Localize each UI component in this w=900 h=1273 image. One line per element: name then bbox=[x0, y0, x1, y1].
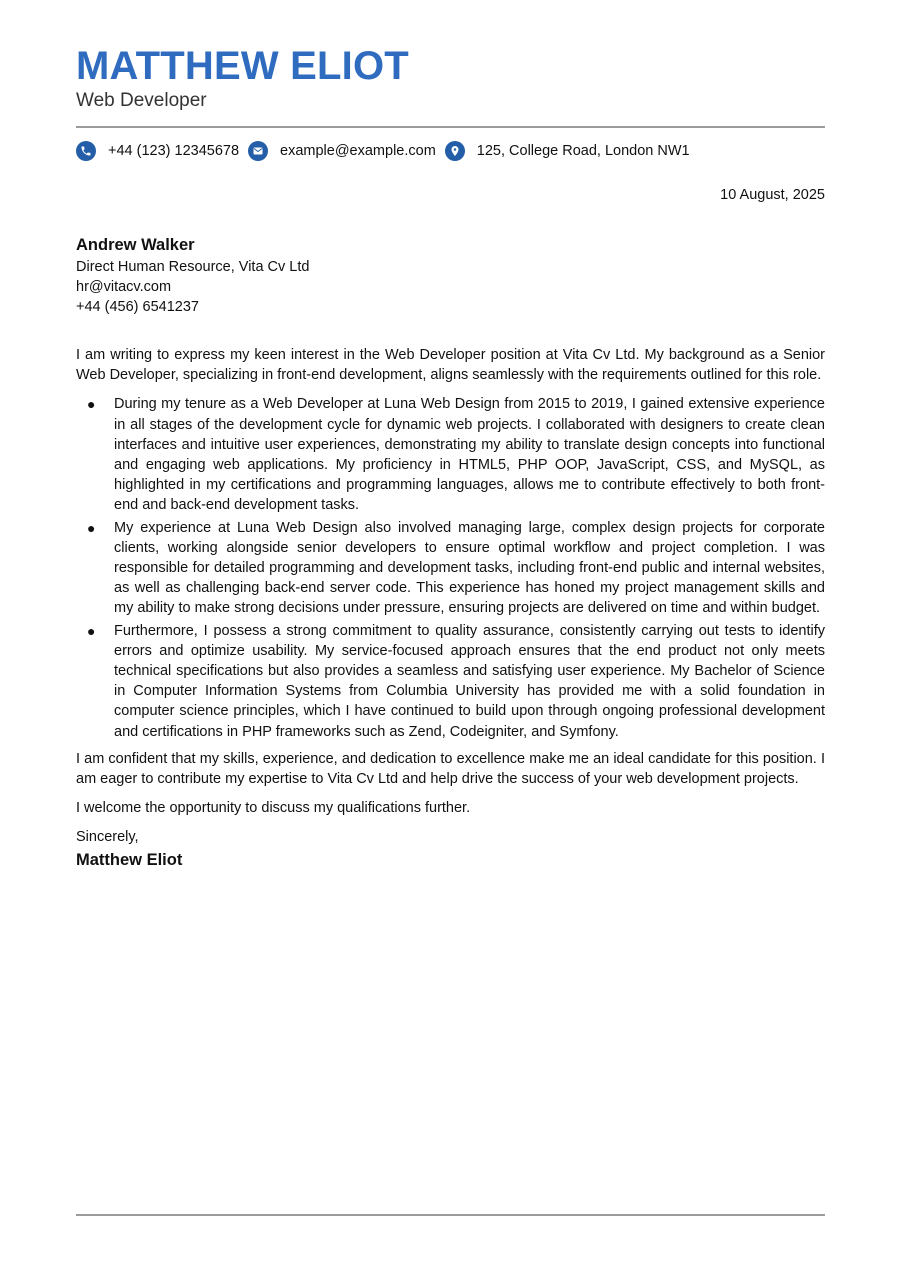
contact-bar bbox=[76, 139, 699, 163]
list-item bbox=[76, 518, 825, 619]
experience-points bbox=[76, 394, 825, 741]
recipient-block bbox=[76, 235, 309, 317]
applicant-title: Web Developer bbox=[76, 90, 207, 111]
recipient-email[interactable]: hr@vitacv.com bbox=[76, 279, 172, 295]
signature-name: Matthew Eliot bbox=[76, 850, 183, 869]
letter-date: 10 August, 2025 bbox=[720, 187, 825, 203]
recipient-name: Andrew Walker bbox=[76, 236, 195, 254]
postal-address: 125, College Road, London NW1 bbox=[476, 143, 690, 159]
footer-divider bbox=[76, 1214, 825, 1216]
applicant-name: MATTHEW ELIOT bbox=[76, 44, 409, 88]
bullet-icon: ● bbox=[87, 622, 96, 639]
recipient-position: Direct Human Resource, Vita Cv Ltd bbox=[76, 259, 310, 275]
list-item bbox=[76, 621, 825, 742]
signoff: Sincerely, bbox=[76, 829, 139, 846]
closing-paragraph: I am confident that my skills, experience, and dedication to excellence make me an ideal candidate for this position. I am eager to contribute my expertise to Vita Cv Ltd and help drive the success of your web development projects. bbox=[76, 750, 825, 788]
location-pin-icon bbox=[445, 141, 465, 161]
email-address[interactable]: example@example.com bbox=[280, 143, 436, 159]
contact-address bbox=[445, 141, 699, 161]
welcome-paragraph: I welcome the opportunity to discuss my qualifications further. bbox=[76, 800, 471, 817]
list-item-text: Furthermore, I possess a strong commitment to quality assurance, consistently carrying out tests to identify errors and optimize usability. My service-focused approach ensures that the end product not only meets technical specifications but also provides a seamless and satisfying user experience. My Bachelor of Science in Computer Information Systems from Columbia University has provided me with a solid foundation in computer science principles, which I have continued to build upon through ongoing professional development and certifications in PHP frameworks such as Zend, Codeigniter, and Symfony. bbox=[114, 622, 825, 740]
list-item-text: During my tenure as a Web Developer at Luna Web Design from 2015 to 2019, I gained extensive experience in all stages of the development cycle for dynamic web projects. I collaborated with designers to create clean interfaces and intuitive user experiences, demonstrating my ability to translate design concepts into functional and engaging web applications. My proficiency in HTML5, PHP OOP, JavaScript, CSS, and MySQL, as highlighted in my certifications and programming languages, allows me to contribute effectively to both front-end and back-end development tasks. bbox=[114, 396, 825, 514]
intro-paragraph: I am writing to express my keen interest in the Web Developer position at Vita Cv Ltd. My background as a Senior Web Developer, specializing in front-end development, aligns seamlessly with the requirements outlined for this role. bbox=[76, 347, 825, 384]
phone-number[interactable]: +44 (123) 12345678 bbox=[108, 143, 240, 159]
contact-phone bbox=[76, 141, 248, 161]
header-divider bbox=[76, 126, 825, 128]
list-item bbox=[76, 394, 825, 515]
bullet-icon: ● bbox=[87, 396, 96, 413]
letter-body bbox=[76, 345, 825, 871]
contact-email bbox=[248, 141, 445, 161]
phone-icon bbox=[76, 141, 96, 161]
bullet-icon: ● bbox=[87, 519, 96, 536]
email-icon bbox=[248, 141, 268, 161]
recipient-phone: +44 (456) 6541237 bbox=[76, 299, 199, 315]
list-item-text: My experience at Luna Web Design also involved managing large, complex design projects for corporate clients, working alongside senior developers to ensure optimal workflow and project completion. I was responsible for detailed programming and development tasks, including front-end public and internal websites, as well as challenging back-end server code. This experience has honed my project management skills and my ability to make strong decisions under pressure, ensuring projects are delivered on time and within budget. bbox=[114, 519, 825, 617]
